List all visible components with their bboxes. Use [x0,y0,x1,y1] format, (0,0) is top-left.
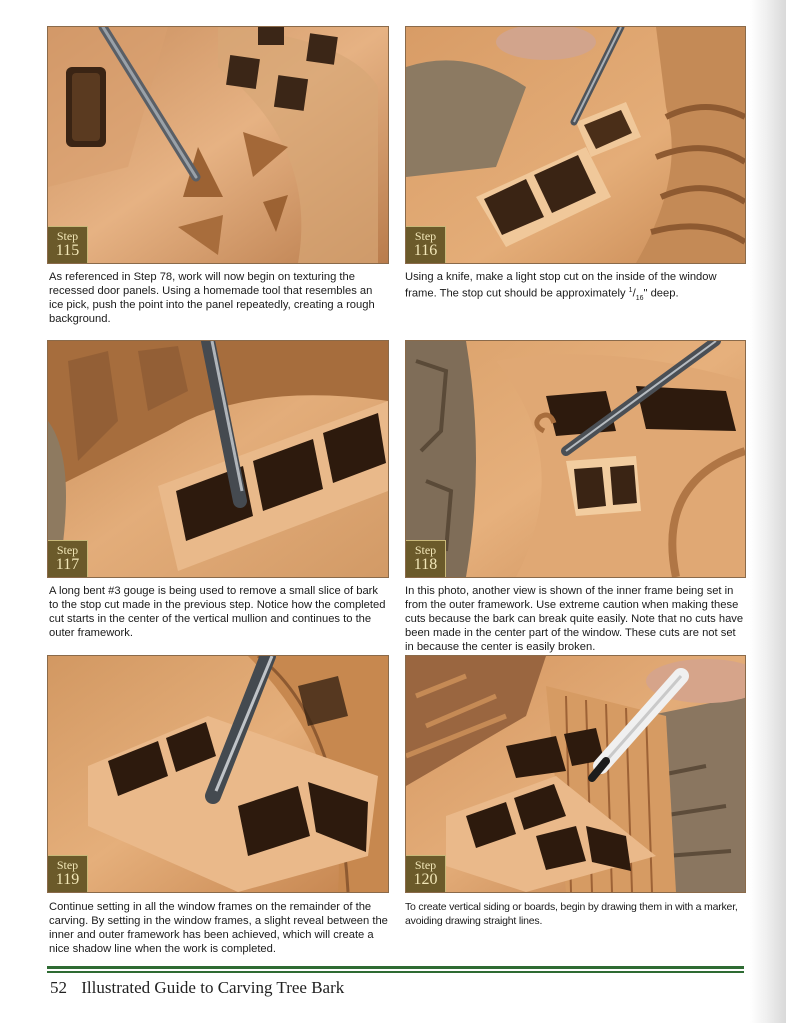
step-badge-116: Step 116 [406,226,446,263]
page-number: 52 [50,978,67,997]
caption-step-117: A long bent #3 gouge is being used to remove a small slice of bark to the stop cut made in the previous step. Notice how the completed cut starts in the center of the vertical mullion and continues to the outer framework. [49,585,386,639]
caption-step-120: To create vertical siding or boards, begin by drawing them in with a marker, avoiding drawing straight lines. [405,901,738,927]
caption-step-118: In this photo, another view is shown of the inner frame being set in from the outer framework. Use extreme caution when making these cuts because the bark can break quite easily. Note that no cuts have been made in the center part of the window. These cuts are not set in because the center is easily broken. [405,585,744,653]
carving-photo-118 [406,341,745,577]
carving-photo-117 [48,341,388,577]
footer-rule-top [47,966,744,969]
carving-photo-119 [48,656,388,892]
step-badge-120: Step 120 [406,855,446,892]
photo-step-115 [47,26,389,264]
photo-step-116 [405,26,746,264]
step-badge-118: Step 118 [406,540,446,577]
step-badge-117: Step 117 [48,540,88,577]
page-footer [50,978,344,998]
footer-rule-bottom [47,971,744,973]
step-number-115: 115 [55,242,80,259]
caption-step-115: As referenced in Step 78, work will now begin on texturing the recessed door panels. Using a homemade tool that resembles an ice pick, push the point into the panel repeatedly, creating a rough background. [49,271,375,325]
photo-step-120 [405,655,746,893]
page-edge-shadow [750,0,786,1023]
carving-photo-120 [406,656,745,892]
caption-step-116: Using a knife, make a light stop cut on the inside of the window frame. The stop cut should be approximately $^1/_{16}$" deep. [405,271,717,302]
step-number-118: 118 [413,556,438,573]
step-number-116: 116 [413,242,438,259]
step-number-117: 117 [55,556,80,573]
step-badge-115: Step 115 [48,226,88,263]
book-title: Illustrated Guide to Carving Tree Bark [81,978,345,997]
photo-step-119 [47,655,389,893]
step-number-119: 119 [55,871,80,888]
photo-step-118 [405,340,746,578]
caption-step-119: Continue setting in all the window frames on the remainder of the carving. By setting in the window frames, a slight reveal between the inner and outer framework has been achieved, which will create a nice shadow line when the work is completed. [49,901,388,955]
step-badge-119: Step 119 [48,855,88,892]
carving-photo-116 [406,27,745,263]
photo-step-117 [47,340,389,578]
carving-photo-115 [48,27,388,263]
step-number-120: 120 [413,871,438,888]
